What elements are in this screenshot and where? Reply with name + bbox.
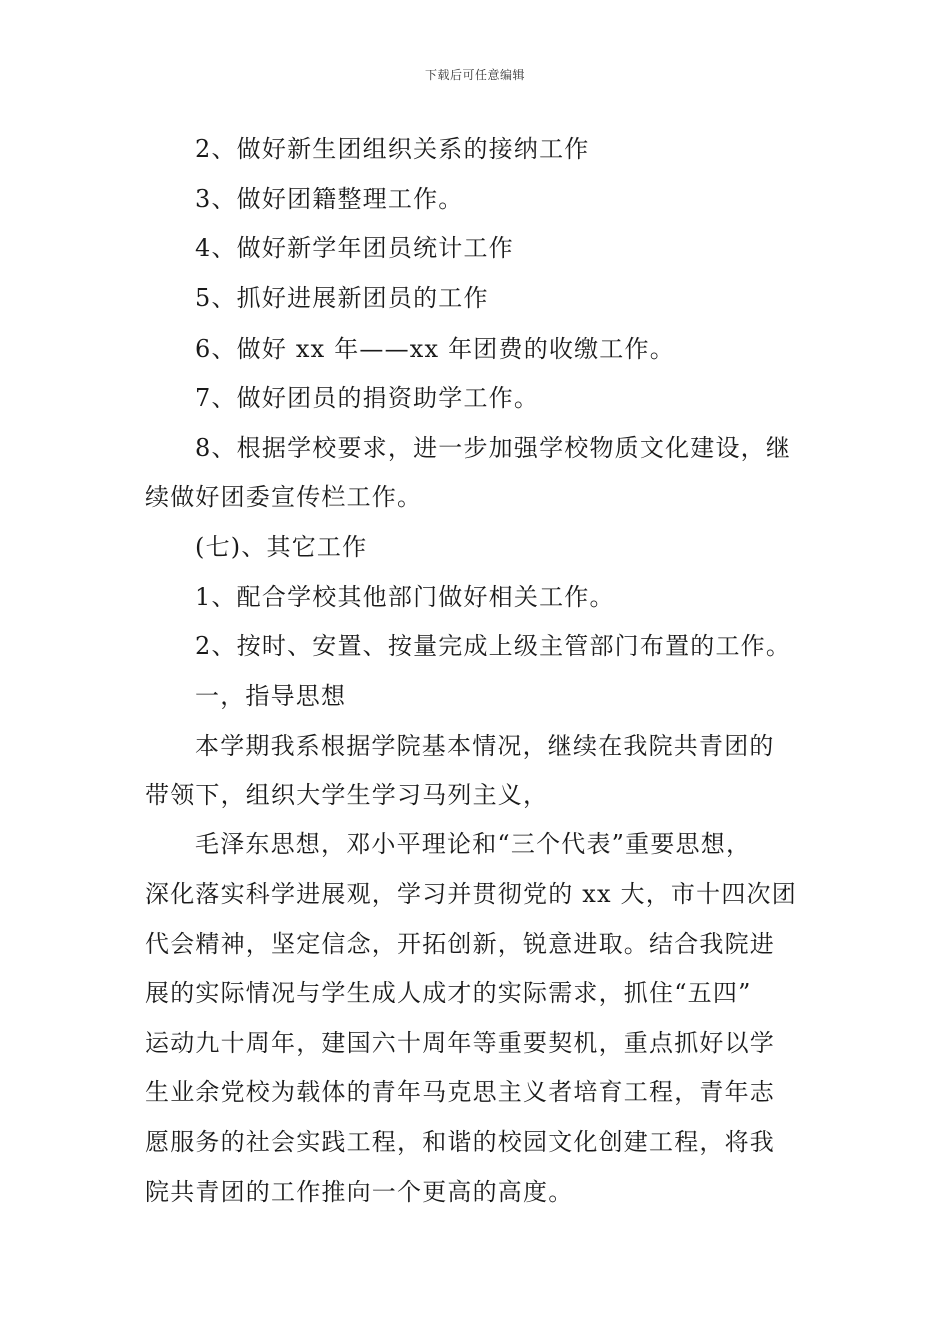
paragraph-line: 7、做好团员的捐资助学工作。	[195, 384, 540, 412]
paragraph-line: 深化落实科学进展观，学习并贯彻党的 xx 大，市十四次团	[145, 880, 797, 908]
paragraph-line: 运动九十周年，建国六十周年等重要契机，重点抓好以学	[145, 1029, 775, 1057]
section-heading: (七)、其它工作	[195, 533, 368, 561]
paragraph-line: 愿服务的社会实践工程，和谐的校园文化创建工程，将我	[145, 1128, 775, 1156]
paragraph-line: 代会精神，坚定信念，开拓创新，锐意进取。结合我院进	[145, 930, 775, 958]
paragraph-line: 8、根据学校要求，进一步加强学校物质文化建设，继	[195, 434, 792, 462]
paragraph-line: 2、做好新生团组织关系的接纳工作	[195, 135, 590, 163]
paragraph-line: 续做好团委宣传栏工作。	[145, 483, 423, 511]
paragraph-line: 4、做好新学年团员统计工作	[195, 234, 514, 262]
paragraph-line: 5、抓好进展新团员的工作	[195, 284, 489, 312]
page-header-note: 下载后可任意编辑	[424, 68, 525, 82]
paragraph-line: 2、按时、安置、按量完成上级主管部门布置的工作。	[195, 632, 792, 660]
paragraph-line: 本学期我系根据学院基本情况，继续在我院共青团的	[195, 732, 775, 760]
paragraph-line: 生业余党校为载体的青年马克思主义者培育工程，青年志	[145, 1078, 775, 1106]
section-heading: 一，指导思想	[195, 682, 347, 710]
paragraph-line: 院共青团的工作推向一个更高的高度。	[145, 1178, 574, 1206]
paragraph-line: 展的实际情况与学生成人成才的实际需求，抓住“五四”	[145, 979, 752, 1007]
paragraph-line: 3、做好团籍整理工作。	[195, 185, 464, 213]
paragraph-line: 毛泽东思想，邓小平理论和“三个代表”重要思想，	[195, 830, 752, 858]
paragraph-line: 带领下，组织大学生学习马列主义，	[145, 781, 549, 809]
paragraph-line: 1、配合学校其他部门做好相关工作。	[195, 583, 615, 611]
paragraph-line: 6、做好 xx 年——xx 年团费的收缴工作。	[195, 335, 675, 363]
